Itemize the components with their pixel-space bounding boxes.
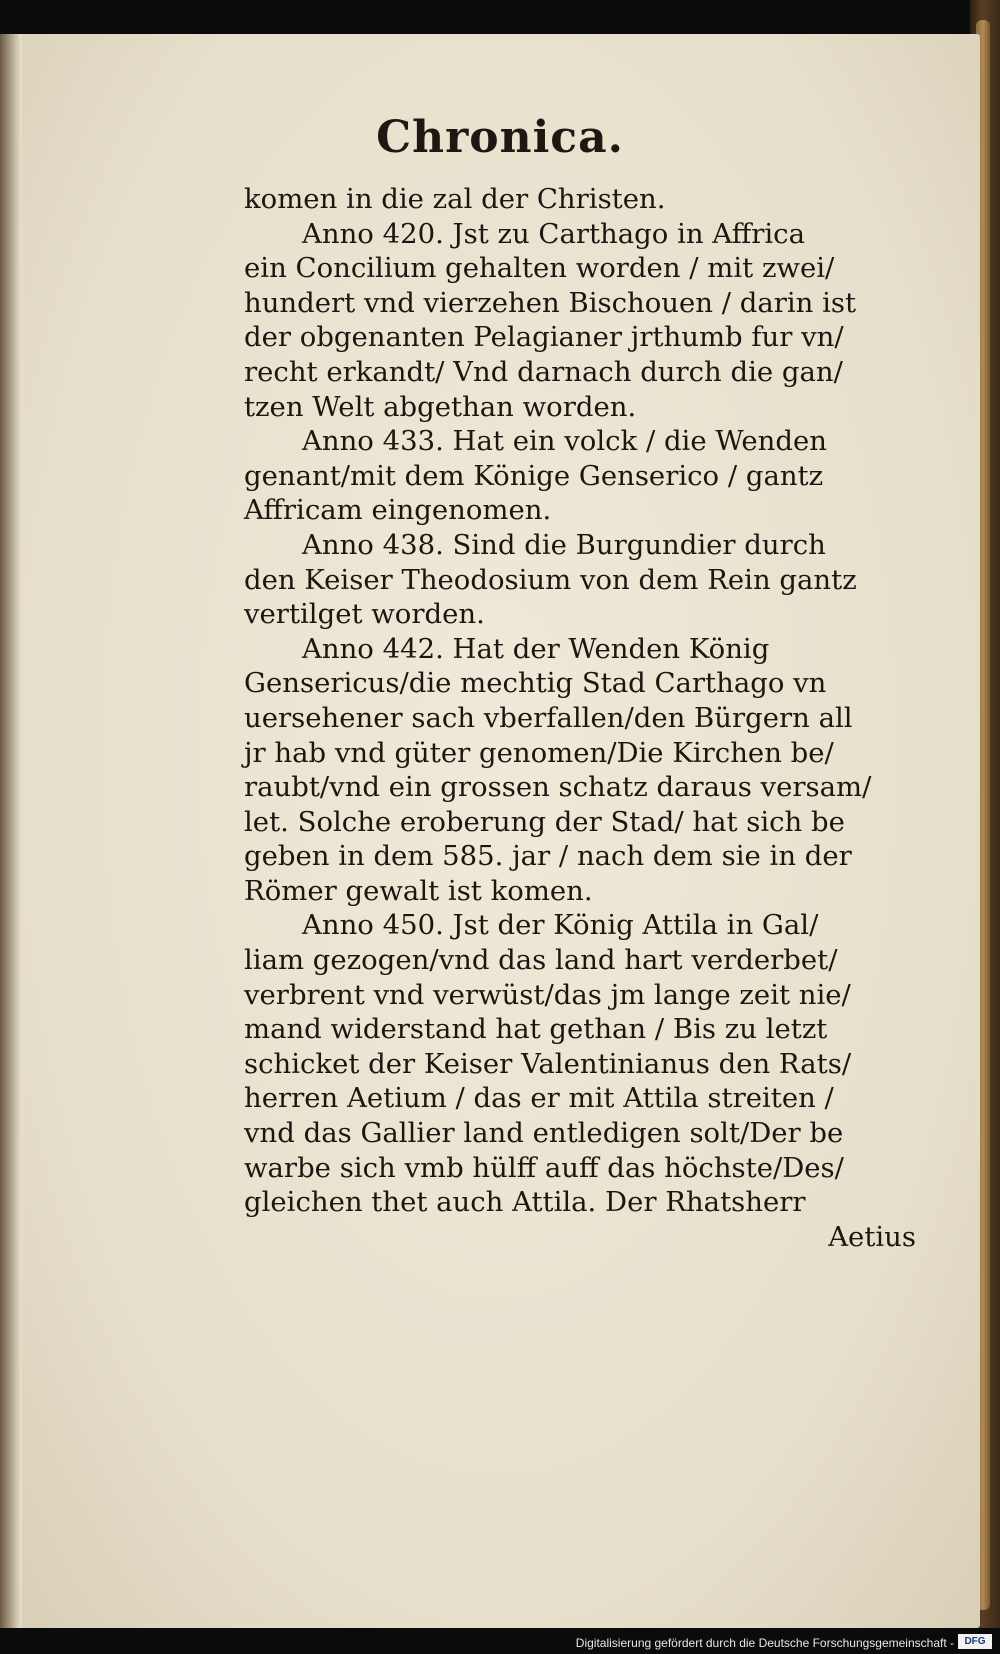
running-head: Chronica.: [376, 112, 624, 163]
text-line: raubt/vnd ein grossen schatz daraus versam/: [244, 771, 872, 804]
text-line: verbrent vnd verwüst/das jm lange zeit nie/: [244, 978, 851, 1011]
text-line: komen in die zal der Christen.: [244, 183, 666, 215]
text-line: tzen Welt abgethan worden.: [244, 390, 637, 423]
text-line: mand widerstand hat gethan / Bis zu letzt: [244, 1013, 828, 1046]
text-line: hundert vnd vierzehen Bischouen / darin ist: [244, 286, 857, 319]
text-line: warbe sich vmb hülff auff das höchste/Des/: [244, 1151, 844, 1184]
text-line: Anno 433. Hat ein volck / die Wenden: [302, 425, 827, 458]
text-line: Anno 420. Jst zu Carthago in Affrica: [302, 217, 805, 250]
text-line: Anno 438. Sind die Burgundier durch: [302, 528, 826, 561]
text-line: Römer gewalt ist komen.: [244, 874, 593, 907]
dfg-logo: DFG: [958, 1634, 992, 1649]
text-line: jr hab vnd güter genomen/Die Kirchen be/: [244, 736, 834, 769]
text-line: let. Solche eroberung der Stad/ hat sich be: [244, 805, 845, 838]
text-line: liam gezogen/vnd das land hart verderbet/: [244, 944, 838, 977]
text-line: schicket der Keiser Valentinianus den Rats/: [244, 1047, 852, 1080]
funding-credit: Digitalisierung gefördert durch die Deutsche Forschungsgemeinschaft -: [575, 1636, 954, 1650]
text-line: Anno 450. Jst der König Attila in Gal/: [302, 909, 819, 942]
text-line: Affricam eingenomen.: [244, 494, 552, 527]
catchword: Aetius: [828, 1220, 916, 1253]
text-line: vertilget worden.: [244, 598, 485, 631]
text-line: recht erkandt/ Vnd darnach durch die gan/: [244, 355, 843, 388]
text-line: vnd das Gallier land entledigen solt/Der be: [244, 1117, 844, 1150]
text-line: herren Aetium / das er mit Attila streiten /: [244, 1082, 834, 1115]
page-left-edge-shadow: [0, 34, 22, 1628]
text-line: geben in dem 585. jar / nach dem sie in der: [244, 840, 852, 873]
text-line: ein Concilium gehalten worden / mit zwei/: [244, 252, 835, 285]
text-line: genant/mit dem Könige Genserico / gantz: [244, 459, 824, 492]
body-text: [244, 182, 916, 1254]
text-line: Anno 442. Hat der Wenden König: [302, 632, 770, 665]
text-line: Gensericus/die mechtig Stad Carthago vn: [244, 667, 827, 700]
text-line: der obgenanten Pelagianer jrthumb fur vn/: [244, 321, 844, 354]
text-line: uersehener sach vberfallen/den Bürgern all: [244, 701, 853, 734]
text-line: gleichen thet auch Attila. Der Rhatsherr: [244, 1186, 806, 1219]
text-line: den Keiser Theodosium von dem Rein gantz: [244, 563, 857, 596]
